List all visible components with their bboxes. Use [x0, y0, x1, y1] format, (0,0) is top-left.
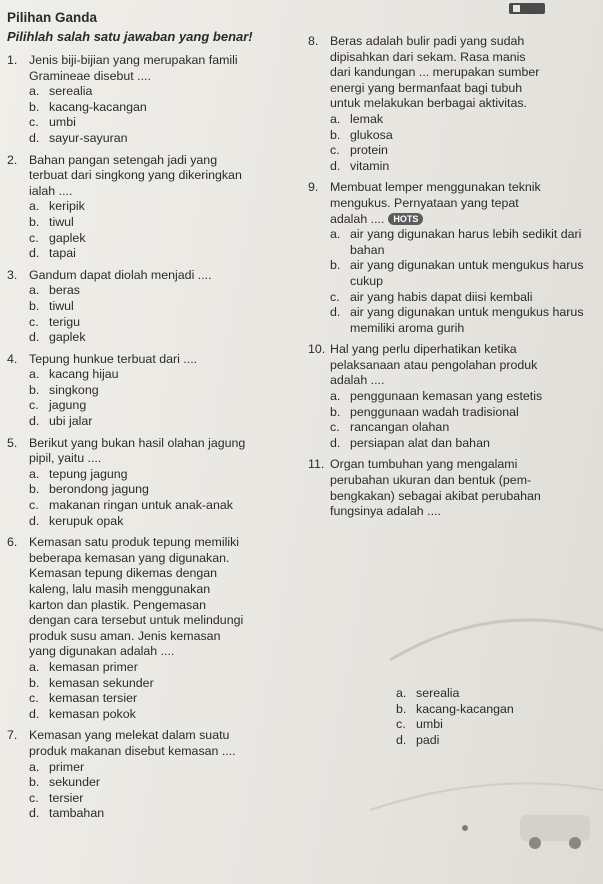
- hots-badge: HOTS: [388, 213, 423, 225]
- question-10: 10. Hal yang perlu diperhatikan ketika pelaksanaan atau pengolahan produk adalah ....: [308, 342, 538, 388]
- question-5: 5. Berikut yang bukan hasil olahan jagung pipil, yaitu ....: [7, 435, 246, 466]
- question-11-options: [396, 686, 586, 748]
- option-d[interactable]: d. kemasan pokok: [29, 706, 136, 721]
- option-a[interactable]: a. serealia: [396, 686, 460, 700]
- option-d[interactable]: d. padi: [396, 732, 440, 747]
- option-a[interactable]: a. keripik: [29, 199, 85, 214]
- question-10-options: [330, 389, 593, 451]
- option-a[interactable]: a. kacang hijau: [29, 367, 119, 382]
- option-d[interactable]: d. tambahan: [29, 806, 105, 821]
- option-c[interactable]: c. jagung: [29, 398, 87, 413]
- left-column: [7, 53, 279, 822]
- option-a[interactable]: a. penggunaan kemasan yang estetis: [330, 389, 543, 404]
- option-a[interactable]: a. air yang digunakan harus lebih sedikit dari bahan: [330, 227, 582, 257]
- question-6-options: [29, 660, 279, 722]
- question-11: 11. Organ tumbuhan yang mengalami perubahan ukuran dan bentuk (pem- bengkakan) sebagai akibat perubahan fungsinya adalah ....: [308, 457, 541, 519]
- option-b[interactable]: b. berondong jagung: [29, 482, 149, 497]
- option-b[interactable]: b. glukosa: [330, 127, 393, 142]
- option-c[interactable]: c. umbi: [396, 717, 443, 732]
- option-c[interactable]: c. makanan ringan untuk anak-anak: [29, 498, 233, 513]
- question-6: 6. Kemasan satu produk tepung memiliki beberapa kemasan yang digunakan. Kemasan tepung dikemas dengan kaleng, lalu masih menggunakan karton dan plastik. Pengemasan dengan cara tersebut untuk melindungi produk susu aman. Jenis kemasan yang digunakan adalah ....: [7, 535, 244, 659]
- question-7-options: [29, 760, 279, 822]
- question-3: 3. Gandum dapat diolah menjadi ....: [7, 267, 212, 282]
- question-9-options: [330, 227, 593, 336]
- option-a[interactable]: a. lemak: [330, 111, 384, 126]
- option-b[interactable]: b. sekunder: [29, 775, 100, 790]
- option-c[interactable]: c. tersier: [29, 790, 84, 805]
- option-a[interactable]: a. kemasan primer: [29, 659, 138, 674]
- option-b[interactable]: b. penggunaan wadah tradisional: [330, 404, 519, 419]
- right-column: [308, 34, 593, 520]
- question-1: 1. Jenis biji-bijian yang merupakan famili Gramineae disebut ....: [7, 53, 238, 83]
- question-2: 2. Bahan pangan setengah jadi yang terbuat dari singkong yang dikeringkan ialah ....: [7, 152, 242, 198]
- option-b[interactable]: b. tiwul: [29, 214, 74, 229]
- section-title: Pilihan Ganda: [7, 10, 98, 25]
- option-d[interactable]: d. kerupuk opak: [29, 513, 124, 528]
- option-d[interactable]: d. tapai: [29, 246, 76, 261]
- question-8: 8. Beras adalah bulir padi yang sudah dipisahkan dari sekam. Rasa manis dari kandungan ... merupakan sumber energi yang bermanfaat bagi tubuh untuk melakukan berbagai aktivitas.: [308, 34, 540, 111]
- question-5-options: [29, 467, 279, 529]
- instruction-text: Pilihlah salah satu jawaban yang benar!: [7, 29, 253, 44]
- option-b[interactable]: b. kacang-kacangan: [396, 701, 514, 716]
- option-b[interactable]: b. singkong: [29, 382, 99, 397]
- option-a[interactable]: a. tepung jagung: [29, 466, 128, 481]
- option-c[interactable]: c. air yang habis dapat diisi kembali: [330, 289, 533, 304]
- question-7: 7. Kemasan yang melekat dalam suatu produk makanan disebut kemasan ....: [7, 728, 236, 758]
- option-d[interactable]: d. gaplek: [29, 330, 86, 345]
- option-a[interactable]: a. primer: [29, 759, 85, 774]
- question-9: 9. Membuat lemper menggunakan teknik mengukus. Pernyataan yang tepat adalah .... HOTS: [308, 180, 541, 226]
- option-a[interactable]: a. serealia: [29, 84, 93, 99]
- question-4-options: [29, 367, 279, 429]
- question-4: 4. Tepung hunkue terbuat dari ....: [7, 351, 198, 366]
- question-3-options: [29, 283, 279, 345]
- option-b[interactable]: b. tiwul: [29, 298, 74, 313]
- option-d[interactable]: d. air yang digunakan untuk mengukus harus memiliki aroma gurih: [330, 305, 584, 335]
- question-2-options: [29, 199, 279, 261]
- option-c[interactable]: c. protein: [330, 143, 388, 158]
- option-b[interactable]: b. kemasan sekunder: [29, 675, 154, 690]
- option-d[interactable]: d. sayur-sayuran: [29, 130, 128, 145]
- option-b[interactable]: b. kacang-kacangan: [29, 99, 147, 114]
- option-a[interactable]: a. beras: [29, 283, 80, 298]
- question-8-options: [330, 112, 593, 174]
- qr-code-icon: [509, 3, 545, 14]
- question-1-options: [29, 84, 279, 146]
- option-c[interactable]: c. terigu: [29, 314, 80, 329]
- option-c[interactable]: c. rancangan olahan: [330, 420, 450, 435]
- option-c[interactable]: c. umbi: [29, 115, 76, 130]
- option-d[interactable]: d. ubi jalar: [29, 414, 93, 429]
- option-d[interactable]: d. vitamin: [330, 158, 390, 173]
- option-c[interactable]: c. gaplek: [29, 230, 86, 245]
- option-d[interactable]: d. persiapan alat dan bahan: [330, 435, 490, 450]
- option-c[interactable]: c. kemasan tersier: [29, 691, 138, 706]
- option-b[interactable]: b. air yang digunakan untuk mengukus harus cukup: [330, 258, 584, 288]
